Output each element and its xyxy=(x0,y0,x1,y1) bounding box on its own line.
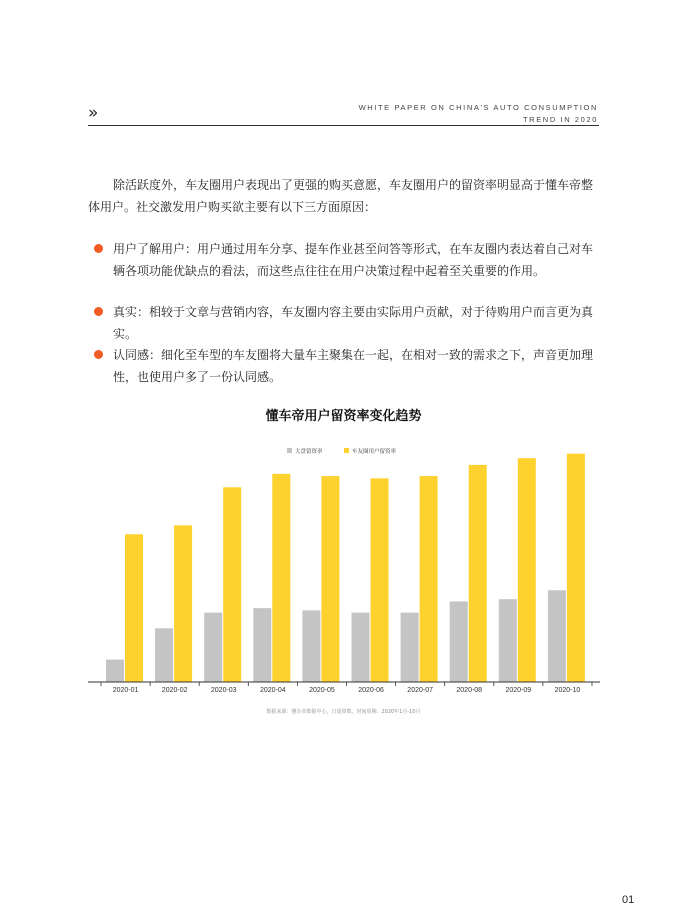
bar xyxy=(567,454,585,682)
x-tick-label: 2020-02 xyxy=(161,687,188,694)
bar xyxy=(174,525,192,682)
bar xyxy=(518,458,536,682)
bullet-text: 真实：相较于文章与营销内容，车友圈内容主要由实际用户贡献，对于待购用户而言更为真实。 xyxy=(113,305,594,341)
x-tick-label: 2020-05 xyxy=(309,687,335,694)
bar xyxy=(204,613,222,682)
bar xyxy=(321,476,339,682)
legend-swatch xyxy=(287,448,292,453)
bar xyxy=(469,465,487,682)
bar xyxy=(302,610,320,682)
x-tick-label: 2020-08 xyxy=(456,687,483,694)
bar xyxy=(223,487,241,682)
page-number: 01 xyxy=(622,894,635,906)
bar xyxy=(272,474,290,682)
bar xyxy=(106,660,124,682)
data-source-note: 数据来源：懂车帝数据中心，日量算数，时间周期：2020年1月-10月 xyxy=(266,709,421,715)
bullet-text: 认同感：细化至车型的车友圈将大量车主聚集在一起，在相对一致的需求之下，声音更加理性，也使用户多了一份认同感。 xyxy=(113,348,594,384)
chevron-double-right-icon: » xyxy=(88,103,96,123)
x-tick-label: 2020-04 xyxy=(259,687,286,694)
x-tick-label: 2020-09 xyxy=(505,687,532,694)
x-tick-label: 2020-07 xyxy=(407,687,434,694)
bar xyxy=(155,628,173,682)
x-tick-label: 2020-01 xyxy=(112,687,139,694)
bar xyxy=(499,599,517,682)
x-tick-label: 2020-03 xyxy=(210,687,237,694)
intro-paragraph: 除活跃度外，车友圈用户表现出了更强的购买意愿，车友圈用户的留资率明显高于懂车帝整体用户。社交激发用户购买欲主要有以下三方面原因： xyxy=(88,178,594,214)
bar xyxy=(548,590,566,682)
chart-title: 懂车帝用户留资率变化趋势 xyxy=(265,409,422,424)
bar xyxy=(371,478,389,682)
bar xyxy=(253,608,271,682)
bar xyxy=(450,601,468,682)
x-tick-label: 2020-06 xyxy=(358,687,384,694)
bullet-text: 用户了解用户：用户通过用车分享、提车作业甚至问答等形式，在车友圈内表达着自己对车辆各项功能优缺点的看法，而这些点往往在用户决策过程中起着至关重要的作用。 xyxy=(113,242,594,278)
bar xyxy=(352,613,370,682)
x-tick-label: 2020-10 xyxy=(554,687,581,694)
legend-label: 大盘留资率 xyxy=(295,449,323,455)
bar xyxy=(125,534,143,682)
legend-swatch xyxy=(344,448,349,453)
legend-label: 车友圈用户留资率 xyxy=(352,449,397,455)
header-title-line-2: TREND IN 2020 xyxy=(523,115,598,124)
header-title-line-1: WHITE PAPER ON CHINA'S AUTO CONSUMPTION xyxy=(358,103,598,112)
bar xyxy=(420,476,438,682)
bar xyxy=(401,613,419,682)
